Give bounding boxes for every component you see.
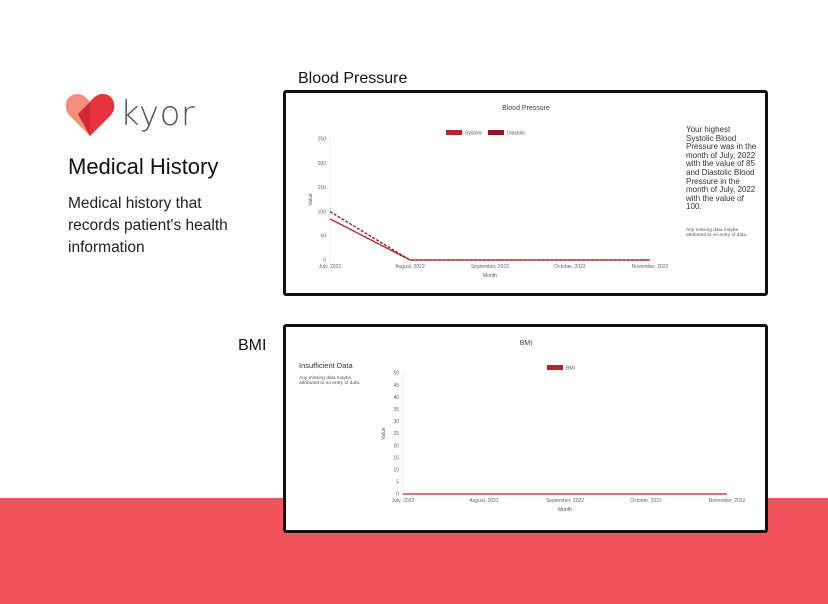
x-tick-label: July, 2022 [318,264,342,270]
y-axis-title: Value [308,193,314,206]
y-tick-label: 15 [393,455,399,462]
x-tick-label: July, 2022 [391,498,415,504]
y-tick-label: 10 [393,467,399,474]
brand-name: kyor [120,94,196,134]
x-tick-label: October, 2022 [630,498,662,504]
page-description: Medical history that records patient's health information [68,195,228,256]
bmi-missing-note: Any missing data maybe attributed to no entry of data. [299,376,361,387]
legend-swatch-systolic [446,130,462,135]
bmi-chart-card [283,324,768,533]
series-line-systolic [330,219,650,260]
x-tick-label: November, 2022 [631,264,669,270]
y-tick-label: 40 [393,394,399,401]
legend-label-diastolic: Diastolic [507,130,526,137]
chart-title: BMI [519,340,533,347]
brand-logo [64,90,195,138]
y-tick-label: 20 [393,443,399,450]
blood-pressure-section-label: Blood Pressure [298,70,408,87]
x-tick-label: September, 2022 [470,264,510,270]
x-axis-title: Month [558,507,572,513]
y-tick-label: 35 [393,407,399,413]
y-tick-label: 200 [317,160,326,167]
y-tick-label: 0 [396,491,399,498]
y-axis-title: Value [381,427,387,440]
page-heading: Medical History [68,154,219,179]
x-axis-title: Month [483,273,497,279]
y-tick-label: 5 [396,479,399,486]
legend-label-systolic: Systolic [465,130,483,137]
x-tick-label: November, 2022 [708,498,746,504]
y-tick-label: 100 [317,209,326,216]
y-tick-label: 30 [393,419,399,426]
y-tick-label: 0 [323,257,326,264]
legend-label-bmi: BMI [566,365,575,372]
x-tick-label: October, 2022 [554,264,586,270]
blood-pressure-missing-note: Any missing data maybe attributed to no entry of data. [686,228,748,239]
bmi-chart [286,327,765,530]
y-tick-label: 250 [317,136,326,143]
y-tick-label: 150 [317,185,326,192]
y-tick-label: 50 [393,370,399,377]
x-tick-label: September, 2022 [545,498,585,504]
y-tick-label: 50 [320,233,326,240]
y-tick-label: 25 [393,431,399,438]
series-line-diastolic [330,212,650,260]
y-tick-label: 45 [393,382,399,389]
heart-logo-icon [64,90,116,138]
bmi-insufficient-status: Insufficient Data [299,361,353,370]
chart-title: Blood Pressure [502,105,550,112]
x-tick-label: August, 2022 [395,264,425,270]
blood-pressure-chart-card [283,90,768,296]
legend-swatch-bmi [547,365,563,370]
legend-swatch-diastolic [488,130,504,135]
blood-pressure-summary: Your highest Systolic Blood Pressure was in the month of July, 2022 with the value of 85 and Diastolic Blood Pressure in the month of July, 2022 with the value of 100. [686,125,757,212]
x-tick-label: August, 2022 [469,498,499,504]
bmi-section-label: BMI [238,337,267,354]
